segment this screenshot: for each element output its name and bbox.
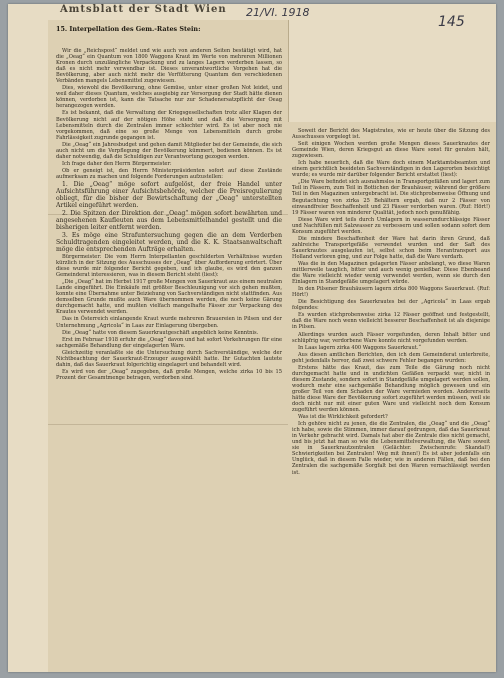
masthead: Amtsblatt der Stadt Wien — [60, 4, 227, 15]
right-clipping — [284, 122, 496, 672]
paragraph: „Die „Oeag“ hat im Herbst 1917 große Mengen von Sauerkraut aus einem neutralen Lande eingeführt. Die Einkäufe mit größter Beschleunigung vor sich gehen mußten, konnte eine Übernahme unter Beiziehung von Sachverständigen nicht stattfinden. Aus demselben Grunde mußte auch Ware übernommen werden, die noch keine Gärung durchgemacht hatte, und mußten vielfach mangelhafte Fässer zur Verpackung des Krautes verwendet werden. — [56, 279, 282, 316]
paragraph: Ich gehöre nicht zu jenen, die die Zentralen, die „Oeag“ und die „Oeag“ ich habe, sowie die Stimmen, immer darauf gedrungen, daß das Sauerkraut in Verkehr gebracht wird. Damals hat aber die Zentrale dies nicht gemacht, und bis jetzt hat man so wie die Lebensmittelverwaltung, die Ware soweit sie in Sauerkrautzentralen (Gelächter. Zwischenrufe: Skandal!) Schwierigkeiten bei Zentralen! Weg mit ihnen!) Es ist aber jedenfalls ein Unglück, daß in diesem Falle wieder, wie in anderen Fällen, daß bei den Zentralen die sachgemäße Sorgfalt bei den Waren vernachlässigt werden ist. — [292, 421, 490, 476]
paragraph: Bürgermeister: Die vom Herrn Interpellanten geschilderten Verhältnisse wurden kürzlich in der Sitzung des Ausschusses der „Oeag“ über Aufforderung erörtert. Über diese wurde mir folgender Bericht gegeben, und ich glaube, es wird den ganzen Gemeinderat interessieren, was in diesem Bericht steht (liest): — [56, 253, 282, 279]
paragraph: Seit einigen Wochen werden große Mengen dieses Sauerkrautes der Gemeinde Wien, deren Kriegsgut an diese Ware sonst für geraten hält, zugewiesen. — [292, 141, 490, 160]
paragraph: 3. Es möge eine Strafuntersuchung gegen die an dem Verderben Schuldtragenden eingeleitet werden, und die K. K. Staatsanwaltschaft möge die entsprechenden Aufträge erhalten. — [56, 231, 282, 253]
paragraph: Diese Ware wird teils durch Umlagern in wasserundurchlässige Fässer und Nachfüllen mit Salzwasser zu verbessern und sollen sodann sofort dem Konsum zugeführt werden. — [292, 216, 490, 235]
paragraph: In den Pilsener Brauhäusern lagern zirka 800 Waggons Sauerkraut. (Ruf: Hört!) — [292, 286, 490, 299]
paragraph: Die Besichtigung des Sauerkrautes bei der „Agricola“ in Laas ergab folgendes: — [292, 299, 490, 312]
paragraph: Ich frage daher den Herrn Bürgermeister: — [62, 160, 172, 167]
paragraph: Die „Oeag“ ein Jahresbudget und gehen damit Mitglieder bei der Gemeinde, die sich auch nicht um die Verpflegung der Bevölkerung kümmert, bedienen können. Es ist daher notwendig, daß die Schuldigen zur Verantwortung gezogen werden. — [56, 141, 282, 160]
fold-line — [48, 214, 288, 215]
paragraph: 1. Die „Oeag“ möge sofort aufgelöst, der freie Handel unter Aufsichtsführung einer Aufsichtsbehörde, welcher die Preisregulierung obliegt, für die bisher der Bewirtschaftung der „Oeag“ unterstellten Artikel eingeführt werden. — [56, 180, 282, 209]
paragraph: Die „Oeag“ hatte von diesem Sauerkrautgeschäft angeblich keine Kenntnis. — [62, 329, 259, 336]
paragraph: Die mindere Beschaffenheit der Ware hat darin ihren Grund, daß zahlreiche Transportgefäße verwendet wurden und der Saft des Sauerkrautes ausgelaufen ist, selbst schon beim Herantransport aus Holland verloren ging, und zur Folge hatte, daß die Ware verdarb. — [292, 235, 490, 260]
paragraph: Ich habe neuerlich, daß die Ware doch einem Marktamtsbeamten und einem gerichtlich beeideten Sachverständigen in den Lagerorten besichtigt wurde; es wurde mir darüber folgender Bericht erstattet (liest): — [292, 160, 490, 179]
paragraph: Es wurden stichprobenweise zirka 12 Fässer geöffnet und festgestellt, daß die Ware noch wenn vielleicht besserer Beschaffenheit ist als diejenige in Pilsen. — [292, 312, 490, 331]
handwritten-date: 21/VI. 1918 — [246, 6, 310, 19]
handwritten-page-number: 145 — [438, 14, 465, 30]
fold-line — [48, 424, 288, 425]
paragraph: Aus diesen amtlichen Berichten, den ich dem Gemeinderat unterbreite, geht jedenfalls hervor, daß zwei schwere Fehler begangen wurden: — [292, 351, 490, 364]
paragraph: Soweit der Bericht des Magistrates, wie er heute über die Sitzung des Ausschusses vorgelegt ist. — [292, 128, 490, 141]
paragraph: Wir die „Reichspost“ meldet und wie auch von anderen Seiten bestätigt wird, hat die „Oeag“ ein Quantum von 1800 Waggons Kraut im Werte von mehreren Millionen Kronen durch unzulängliche Verpackung und zu langes Lagern verderben lassen, so daß es nicht mehr verwendbar ist. Dieses unverantwortliche Vorgehen hat die Bevölkerung, aber auch nicht mehr die Verfütterung Quantum den verschiedenen Verbänden mangels Lebensmittel zugewiesen. — [56, 48, 282, 85]
paragraph: Ob er geneigt ist, den Herrn Ministerpräsidenten sofort auf diese Zustände aufmerksam zu machen und folgende Forderungen aufzustellen: — [56, 167, 282, 180]
paragraph: Erstens hätte das Kraut, das zum Teile die Gärung noch nicht durchgemacht hatte und in undichten Gefäßen verpackt war, nicht in diesem Zustande, sondern sofort in Standgefäße umgelagert werden sollen, wodurch mehr eine sachgemäße Behandlung möglich gewesen und ein großer Teil von dem Schaden der Ware vermieden worden. Andererseits hätte diese Ware der Bevölkerung sofort zugeführt werden müssen, weil sie doch nicht nur mit einer guten Ware und vielleicht noch dem Konsum zugeführt werden können. — [292, 364, 490, 414]
newspaper-page — [8, 4, 496, 672]
paragraph: Erst im Februar 1918 erfuhr die „Oeag“ davon und hat sofort Vorkehrungen für eine sachgemäße Behandlung der eingelagerten Ware. — [56, 336, 282, 349]
paragraph: Es ist bekannt, daß die Verwaltung der Kriegsgesellschaften trotz aller Klagen der Bevölkerung nicht auf der nötigen Höhe steht und daß die Versorgung mit Lebensmitteln durch die Zentralen immer schlechter wird. Es ist aber noch nie vorgekommen, daß eine so große Menge von Lebensmitteln durch grobe Fahrlässigkeit zugrunde gegangen ist. — [56, 110, 282, 141]
right-column — [292, 128, 490, 668]
paragraph: „Die Ware befindet sich ausnahmslos in Transportgefäßen und lagert zum Teil in Fässern, zum Teil in Bottichen der Brauhäuser, während der größere Teil in den Magazinen untergebracht ist. Die stichprobenweise Öffnung und Begutachtung von zirka 25 Behältern ergab, daß nur 2 Fässer von einwandfreier Beschaffenheit und 23 Fässer verdorben waren. (Ruf: Hört!) 19 Fässer waren von minderer Qualität, jedoch noch genußfähig. — [292, 179, 490, 216]
paragraph: Das in Österreich einlangende Kraut wurde mehreren Brauereien in Pilsen und der Unternehmung „Agricola“ in Laas zur Einlagerung übergeben. — [56, 316, 282, 329]
left-clipping — [48, 20, 289, 672]
paragraph: Was die in den Magazinen gelagerten Fässer anbelangt, wo diese Waren mittlerweile tauglich, bitter und auch wenig genießbar. Diese Ebenbeand die Ware vielleicht wieder wenig verwendet werden, wenn sie durch den Einlagern in Standgefäße umgelagert würde. — [292, 260, 490, 286]
paragraph: 2. Die Spitzen der Direktion der „Oeag“ mögen sofort bewährten und angesehenen Kaufleuten aus dem Lebensmittelhandel gestellt und die bisherigen leiter entfernt werden. — [56, 209, 282, 231]
left-column — [56, 48, 282, 668]
paragraph: Es wird von der „Oeag“ zugegeben, daß große Mengen, welche zirka 10 bis 15 Prozent der Gesamtmenge betragen, verdorben sind. — [56, 368, 282, 381]
paragraph: Allerdings wurden auch Fässer vorgefunden, deren Inhalt bitter und schlüpfrig war, verdorbene Ware konnte nicht vorgefunden werden. — [292, 331, 490, 344]
paragraph: Dies, wiewohl die Bevölkerung, ohne Gemüse, unter einer großen Not leidet, und weil daher dieses Quantum, welches ausgiebig zur Versorgung der Stadt hätte dienen können, verdorben ist, kann die Tatsache nur zur Schadenersatzpflicht der Oeag herangezogen werden. — [56, 85, 282, 110]
article-headline: 15. Interpellation des Gem.-Rates Stein: — [56, 25, 201, 33]
paragraph: Was ist die Wirklichkeit gefordert? — [298, 414, 388, 421]
paragraph: Gleichzeitig veranlaßte sie die Untersuchung durch Sachverständige, welche der Nichtbeachtung der Sauerkraut-Erzeuger ausgewählt hatte. Ihr Gutachten lautete dahin, daß das Sauerkraut folgerichtig eingelagert und behandelt wird. — [56, 349, 282, 368]
paragraph: In Laas lagern zirka 400 Waggons Sauerkraut.“ — [298, 344, 422, 351]
